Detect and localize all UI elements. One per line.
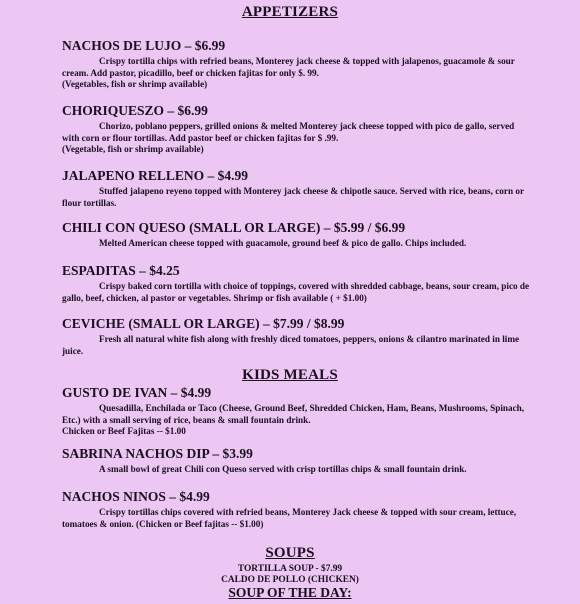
item-description: Crispy baked corn tortilla with choice of toppings, covered with shredded cabbage, beans, sour cream, pico de gallo, beef, chicken, al pastor or vegetables. Shrimp or fish available ( + $1.00) — [62, 281, 530, 303]
item-description: Crispy tortillas chips covered with refried beans, Monterey Jack cheese & topped with sour cream, lettuce, tomatoes & onion. (Chicken or Beef fajitas -- $1.00) — [62, 507, 517, 529]
item-title: JALAPENO RELLENO – $4.99 — [62, 168, 249, 183]
item-description: A small bowl of great Chili con Queso served with crisp tortillas chips & small fountain drink. — [99, 464, 467, 474]
item-description: Chorizo, poblano peppers, grilled onions & melted Monterey jack cheese topped with pico de gallo, served with corn or flour tortillas. Add pastor beef or chicken fajitas for $ .99. — [62, 121, 515, 143]
menu-item-jalapeno-relleno — [62, 168, 532, 209]
item-description: Fresh all natural white fish along with freshly diced tomatoes, peppers, onions & cilantro marinated in lime juice. — [62, 334, 520, 356]
appetizers-heading: APPETIZERS — [241, 4, 339, 20]
soup-of-the-day-heading: SOUP OF THE DAY: — [228, 585, 352, 600]
item-title: GUSTO DE IVAN – $4.99 — [62, 385, 212, 400]
item-description: Melted American cheese topped with guacamole, ground beef & pico de gallo. Chips included. — [99, 238, 467, 248]
item-note: Chicken or Beef Fajitas -- $1.00 — [62, 426, 186, 437]
menu-item-gusto-de-ivan — [62, 385, 532, 438]
menu-item-nachos-ninos — [62, 489, 532, 530]
item-title: ESPADITAS – $4.25 — [62, 263, 180, 278]
item-title: NACHOS NINOS – $4.99 — [62, 489, 210, 504]
menu-item-chili-con-queso — [62, 220, 532, 250]
menu-item-ceviche — [62, 316, 532, 357]
item-title: NACHOS DE LUJO – $6.99 — [62, 38, 226, 53]
item-description: Quesadilla, Enchilada or Taco (Cheese, Ground Beef, Shredded Chicken, Ham, Beans, Mushrooms, Spinach, Etc.) with a small serving of rice, beans & small fountain drink. — [62, 403, 525, 425]
menu-item-nachos-de-lujo — [62, 38, 532, 91]
menu-item-sabrina-nachos-dip — [62, 446, 532, 476]
soup-item: TORTILLA SOUP - $7.99 — [237, 564, 343, 574]
soups-heading: SOUPS — [265, 545, 315, 561]
soup-item: CALDO DE POLLO (CHICKEN) — [221, 575, 359, 585]
item-title: SABRINA NACHOS DIP – $3.99 — [62, 446, 253, 461]
item-description: Stuffed jalapeno reyeno topped with Monterey jack cheese & chipotle sauce. Served with rice, beans, corn or flour tortillas. — [62, 186, 524, 208]
kids-meals-heading: KIDS MEALS — [242, 367, 338, 383]
item-note: (Vegetables, fish or shrimp available) — [62, 79, 208, 90]
item-note: (Vegetable, fish or shrimp available) — [62, 144, 204, 155]
item-title: CHORIQUESZO – $6.99 — [62, 103, 208, 118]
item-description: Crispy tortilla chips with refried beans, Monterey jack cheese & topped with jalapenos, guacamole & sour cream. Add pastor, picadillo, beef or chicken fajitas for only $. 99. — [62, 56, 515, 78]
menu-item-choriqueszo — [62, 103, 532, 156]
item-title: CEVICHE (SMALL OR LARGE) – $7.99 / $8.99 — [62, 316, 345, 331]
menu-item-espaditas — [62, 263, 532, 304]
item-title: CHILI CON QUESO (SMALL OR LARGE) – $5.99 / $6.99 — [62, 220, 406, 235]
